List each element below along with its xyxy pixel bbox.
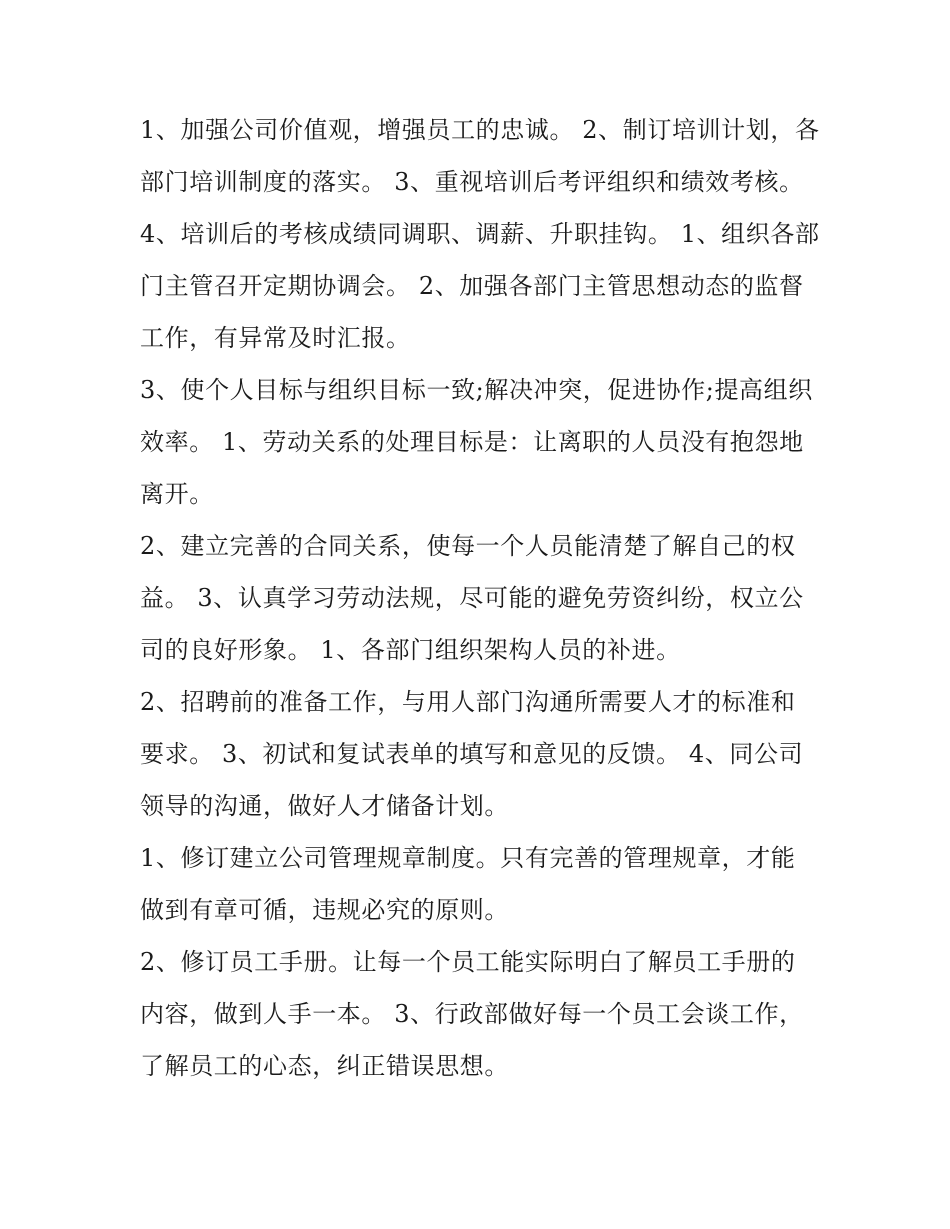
paragraph-4: 2、建立完善的合同关系，使每一个人员能清楚了解自己的权益。 3、认真学习劳动法规，尽可能的避免劳资纠纷，权立公司的良好形象。 1、各部门组织架构人员的补进。: [140, 532, 804, 664]
paragraph-1: 1、加强公司价值观，增强员工的忠诚。 2、制订培训计划，各部门培训制度的落实。 3、重视培训后考评组织和绩效考核。: [140, 116, 820, 196]
paragraph-3: 3、使个人目标与组织目标一致;解决冲突，促进协作;提高组织效率。 1、劳动关系的处理目标是：让离职的人员没有抱怨地离开。: [140, 376, 813, 508]
paragraph-6: 1、修订建立公司管理规章制度。只有完善的管理规章，才能做到有章可循，违规必究的原则。: [140, 844, 796, 924]
paragraph-5: 2、招聘前的准备工作，与用人部门沟通所需要人才的标准和要求。 3、初试和复试表单的填写和意见的反馈。 4、同公司领导的沟通，做好人才储备计划。: [140, 688, 804, 820]
document-body: [140, 104, 820, 1092]
paragraph-2: 4、培训后的考核成绩同调职、调薪、升职挂钩。 1、组织各部门主管召开定期协调会。 2、加强各部门主管思想动态的监督工作，有异常及时汇报。: [140, 220, 820, 352]
paragraph-7: 2、修订员工手册。让每一个员工能实际明白了解员工手册的内容，做到人手一本。 3、行政部做好每一个员工会谈工作，了解员工的心态，纠正错误思想。: [140, 948, 804, 1080]
